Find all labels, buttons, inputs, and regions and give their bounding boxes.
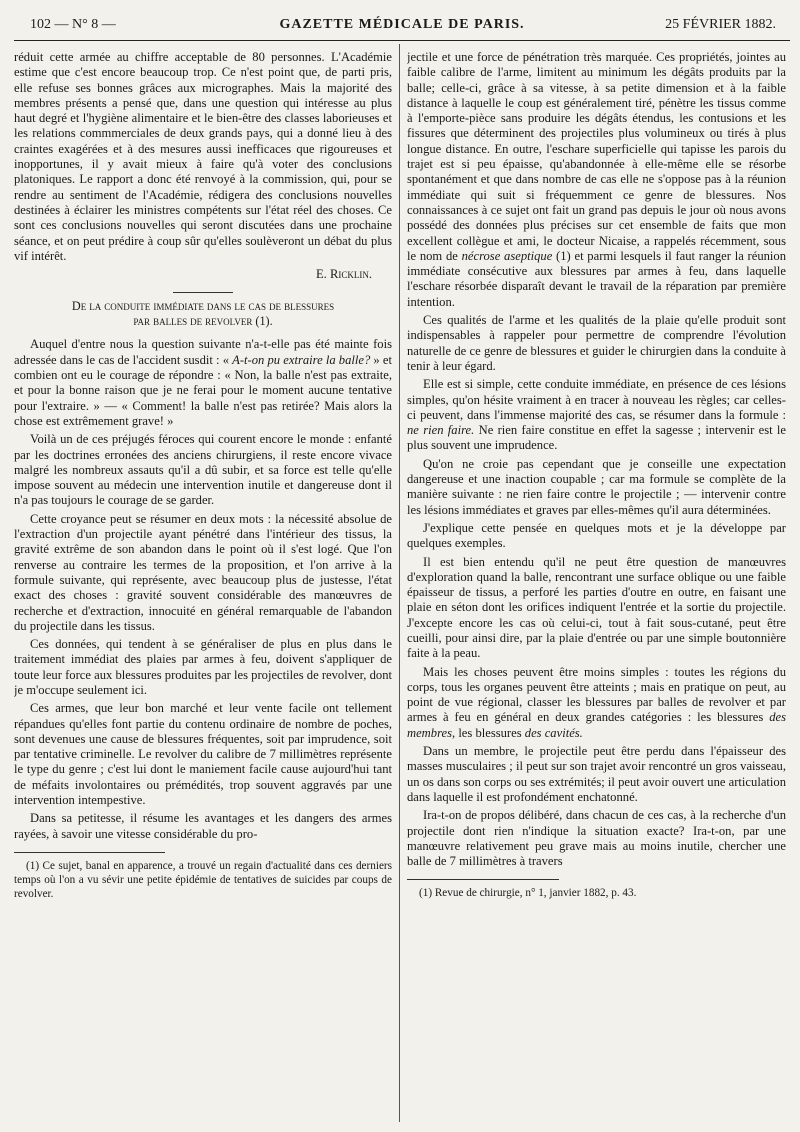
- column-divider: [399, 44, 400, 1122]
- paragraph: Qu'on ne croie pas cependant que je conseille une expectation dangereuse et une inaction coupable ; car ma formule se complète de la manière suivante : ne rien faire contre le projectile ; — intervenir contre les lésions immédiates et graves par elles-mêmes qu'il aura déterminées.: [407, 456, 786, 517]
- paragraph: Elle est si simple, cette conduite immédiate, en présence de ces lésions simples, qu'on hésite vraiment à en tracer à nouveau les règles; car celles-ci peuvent, dans l'immense majorité des cas, se résumer dans la formule : ne rien faire. Ne rien faire constitue en effet la sagesse ; intervenir est le plus souvent une imprudence.: [407, 377, 786, 453]
- footnote-divider: [14, 852, 165, 853]
- paragraph: Ira-t-on de propos délibéré, dans chacun de ces cas, à la recherche d'un projectile dont rien n'indique la situation exacte? Ira-t-on, par une manœuvre relativement peu grave mais au moins inutile, chercher une balle de 7 millimètres à travers: [407, 808, 786, 869]
- paragraph: réduit cette armée au chiffre acceptable de 80 personnes. L'Académie estime que c'est encore beaucoup trop. Ce n'est point que, de parti pris, elle refuse ses bonnes grâces aux micrographes. Mais la majorité des membres présents a pensé que, dans une question qui intéresse au plus haut degré et l'hygiène alimentaire et le bien-être des classes laborieuses et les relations commmerciales de deux grands pays, qui a donné lieu à des craintes exagérées et à des mesures aussi inefficaces que rigoureuses et inopportunes, il y avait mieux à faire qu'à voter des conclusions platoniques. Le rapport a donc été renvoyé à la commission, qui, pour se rendre au sentiment de l'Académie, rédigera des conclusions nouvelles destinées à éclairer les ministres compétents sur l'état réel des choses. Ce sont ces conclusions nouvelles qui seront discutées dans une prochaine séance, et on peut prédire à coup sûr qu'elles soulèveront un débat du plus vif intérêt.: [14, 50, 392, 263]
- article-title-line: De la conduite immédiate dans le cas de blessures: [71, 299, 335, 314]
- paragraph: Ces données, qui tendent à se généraliser de plus en plus dans le traitement immédiat des plaies par armes à feu, doivent s'appliquer de toute leur force aux blessures produites par les projectiles de revolver, dont je m'occupe seulement ici.: [14, 637, 392, 697]
- footnote: (1) Ce sujet, banal en apparence, a trouvé un regain d'actualité dans ces derniers temps où l'on a vu sévir une petite épidémie de tentatives de suicides par coups de revolver.: [14, 859, 392, 900]
- page-header: [14, 10, 790, 41]
- paragraph: Ces qualités de l'arme et les qualités de la plaie qu'elle produit sont indispensables à rappeler pour permettre de comprendre l'évolution naturelle de ce genre de blessures et guider le chirurgien dans la conduite à tenir à leur égard.: [407, 313, 786, 373]
- paragraph: J'explique cette pensée en quelques mots et je la développe par quelques exemples.: [407, 520, 786, 551]
- footnote: (1) Revue de chirurgie, n° 1, janvier 1882, p. 43.: [419, 887, 637, 900]
- paragraph: Auquel d'entre nous la question suivante n'a-t-elle pas été mainte fois adressée dans le cas de l'accident susdit : « A-t-on pu extraire la balle? » et combien ont eu le courage de répondre : « Non, la balle n'est pas extraite, et pour la bonne raison que je ne ferai pour le moment aucune tentative pour l'extraire. » — « Comment! la balle n'est pas retirée? Mais alors la chose est extrêmement grave! »: [14, 337, 392, 428]
- paragraph: Ces armes, que leur bon marché et leur vente facile ont tellement répandues qu'elles font partie du contenu ordinaire de nombre de poches, sont devenues une cause de blessures fréquentes, soit par imprudence, soit par tentative criminelle. Le revolver du calibre de 7 millimètres représente le type du genre ; c'est lui dont le maniement facile cause aujourd'hui tant de méfaits involontaires ou prémédités, trop souvent aggravés par une intervention intempestive.: [14, 701, 392, 808]
- journal-title: GAZETTE MÉDICALE DE PARIS.: [279, 17, 525, 32]
- right-column: [407, 50, 786, 1122]
- issue-date: 25 FÉVRIER 1882.: [665, 17, 776, 32]
- footnote-divider: [407, 879, 559, 880]
- paragraph: jectile et une force de pénétration très marquée. Ces propriétés, jointes au faible calibre de l'arme, limitent au minimum les dégâts produits par la balle; celle-ci, grâce à sa vitesse, à sa petite dimension et à la faible distance à laquelle le coup est généralement tiré, pénètre les tissus comme à l'emporte-pièce sans produire les dégâts étendus, les contusions et les fissures que déterminent des projectiles plus volumineux ou tirés à plus longue distance. En outre, l'eschare superficielle qui tapisse les parois du trajet est si peu épaisse, qu'abandonnée à elle-même elle se résorbe spontanément et que dans nombre de cas elle ne s'oppose pas à la réunion immédiate qui suit si fréquemment ce genre de blessures. Nos connaissances à ce sujet ont fait un grand pas depuis le jour où nous avons possédé des données plus précises sur cet ensemble de faits que mon excellent collègue et ami, le docteur Nicaise, a rappelés récemment, sous le nom de nécrose aseptique (1) et parmi lesquels il faut ranger la réunion immédiate consécutive aux blessures par armes à feu, dans laquelle l'eschare résorbée disparaît devant le travail de la réparation par première intention.: [407, 50, 786, 309]
- article-title: [14, 292, 392, 329]
- paragraph: Dans un membre, le projectile peut être perdu dans l'épaisseur des masses musculaires ; il peut sur son trajet avoir rencontré un gros vaisseau, un os dans son corps ou ses extrémités; il peut avoir ouvert une articulation dans laquelle il est profondément enchatonné.: [407, 744, 786, 804]
- author-signature: E. Ricklin.: [315, 267, 372, 282]
- paragraph: Il est bien entendu qu'il ne peut être question de manœuvres d'exploration quand la balle, rencontrant une surface oblique ou une faible épaisseur de tissus, a perforé les parties d'outre en outre, en faisant une plaie en séton dont les orifices indiquent l'entrée et la sortie du projectile. J'excepte encore les cas où celui-ci, tout à fait sous-cutané, peut être cueilli, pour ainsi dire, par la plaie d'entrée ou par une simple boutonnière faite à la peau.: [407, 554, 786, 661]
- paragraph: Cette croyance peut se résumer en deux mots : la nécessité absolue de l'extraction d'un projectile ayant pénétré dans l'intérieur des tissus, la gravité extrême de son abandon dans le point où il s'est logé. Que l'on renverse au contraire les termes de la proposition, et l'on arrive à la formule suivante, qui représente, avec beaucoup plus de justesse, l'état exact des choses : gravité souvent considérable des manœuvres de recherche et d'extraction, innocuité en général remarquable de l'abandon du projectile dans les tissus.: [14, 511, 392, 633]
- paragraph: Mais les choses peuvent être moins simples : toutes les régions du corps, tous les organes peuvent être atteints ; mais en pratique on peut, au point de vue régional, classer les blessures par balles de revolver et par armes à feu en général en deux grandes catégories : les blessures des membres, les blessures des cavités.: [407, 664, 786, 740]
- page-number: 102 — N° 8 —: [30, 17, 116, 32]
- left-column: [14, 50, 392, 1122]
- article-title-line: par balles de revolver (1).: [133, 314, 273, 329]
- journal-page: [14, 10, 790, 1122]
- paragraph: Dans sa petitesse, il résume les avantages et les dangers des armes rayées, à savoir une vitesse considérable du pro-: [14, 811, 392, 841]
- paragraph: Voilà un de ces préjugés féroces qui courent encore le monde : enfanté par les doctrines erronées des anciens chirurgiens, il reste encore vivace malgré les nombreux assauts qu'il a dû subir, et sa force est telle qu'elle impose souvent au médecin une intervention inutile et dangereuse dont il n'a pas toujours le courage de se garder.: [14, 432, 392, 508]
